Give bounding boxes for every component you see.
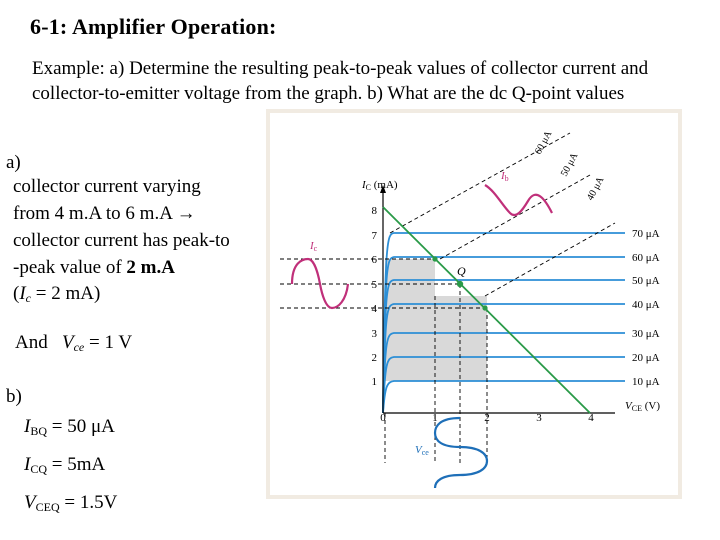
load-line-upper-point — [432, 256, 437, 261]
base-current-label: Ib — [501, 170, 509, 183]
y-tick: 6 — [371, 254, 377, 266]
y-axis-label: IC (mA) — [362, 179, 398, 192]
ibq-value: $I_{BQ} = 50$ μA — [24, 416, 115, 438]
y-tick: 4 — [371, 303, 377, 315]
curve-label: 40 μA — [632, 299, 660, 311]
graph-svg — [270, 113, 678, 495]
curve-label: 50 μA — [632, 275, 660, 287]
x-tick: 3 — [536, 412, 542, 424]
example-prompt: Example: a) Determine the resulting peak-to-peak values of collector current and collector-to-emitter voltage from the graph. b) What are the dc Q-point values — [32, 58, 649, 104]
curve-label: 60 μA — [632, 252, 660, 264]
curve-label: 30 μA — [632, 328, 660, 340]
q-point — [457, 281, 463, 287]
y-tick: 8 — [371, 205, 377, 217]
x-tick: 1 — [432, 412, 438, 424]
ib-axis-label: 40 μA — [584, 175, 607, 203]
ic-wave-label: Ic — [310, 240, 318, 253]
q-point-label: Q — [457, 264, 466, 278]
ib-axis-label: 60 μA — [532, 129, 555, 157]
part-a-line-1: collector current varying — [13, 176, 201, 197]
ic-result: ($I_c = 2$ mA) — [13, 283, 101, 305]
vce-swing-shade — [435, 296, 487, 381]
icq-value: $I_{CQ} = 5mA$ — [24, 454, 106, 476]
y-tick: 3 — [371, 328, 377, 340]
part-a-line-4 — [13, 255, 175, 280]
peak-to-peak-current-value: 2 m.A — [126, 257, 175, 278]
curve-labels — [632, 228, 660, 388]
x-tick: 4 — [588, 412, 594, 424]
ib-axis-labels — [533, 128, 607, 202]
part-b-label: b) — [6, 386, 22, 407]
y-tick: 2 — [371, 352, 377, 364]
part-a-line-4-text: -peak value of — [13, 257, 122, 278]
part-a-line-3: collector current has peak-to — [13, 230, 230, 251]
part-a-line-2-text: from 4 m.A to 6 m.A — [13, 203, 172, 224]
vce-result: And $V_{ce} = 1$ V — [15, 332, 133, 354]
curve-label: 20 μA — [632, 352, 660, 364]
x-axis-label: VCE (V) — [625, 400, 660, 413]
base-current-wave — [485, 185, 552, 215]
y-tick: 5 — [371, 279, 377, 291]
part-a-label: a) — [6, 152, 21, 173]
x-tick-labels — [380, 412, 594, 424]
y-tick-labels — [372, 205, 378, 388]
vce-wave — [435, 418, 487, 488]
load-line-lower-point — [482, 305, 487, 310]
ic-swing-shade — [385, 259, 435, 381]
y-tick: 7 — [371, 230, 377, 242]
curve-label: 10 μA — [632, 376, 660, 388]
x-tick: 2 — [484, 412, 490, 424]
characteristic-curve-graph — [270, 113, 678, 495]
y-tick: 1 — [371, 376, 377, 388]
right-arrow-icon: → — [176, 203, 196, 224]
part-a-line-2 — [13, 201, 196, 226]
vceq-value: $V_{CEQ} = 1.5V$ — [24, 492, 118, 514]
x-tick: 0 — [380, 412, 386, 424]
curve-label: 70 μA — [632, 228, 660, 240]
collector-current-wave — [292, 259, 348, 308]
curve-10ua — [383, 381, 625, 413]
slide-title: 6-1: Amplifier Operation: — [30, 14, 277, 39]
ib-axis-label: 50 μA — [558, 151, 581, 179]
vce-wave-label: Vce — [415, 444, 429, 457]
